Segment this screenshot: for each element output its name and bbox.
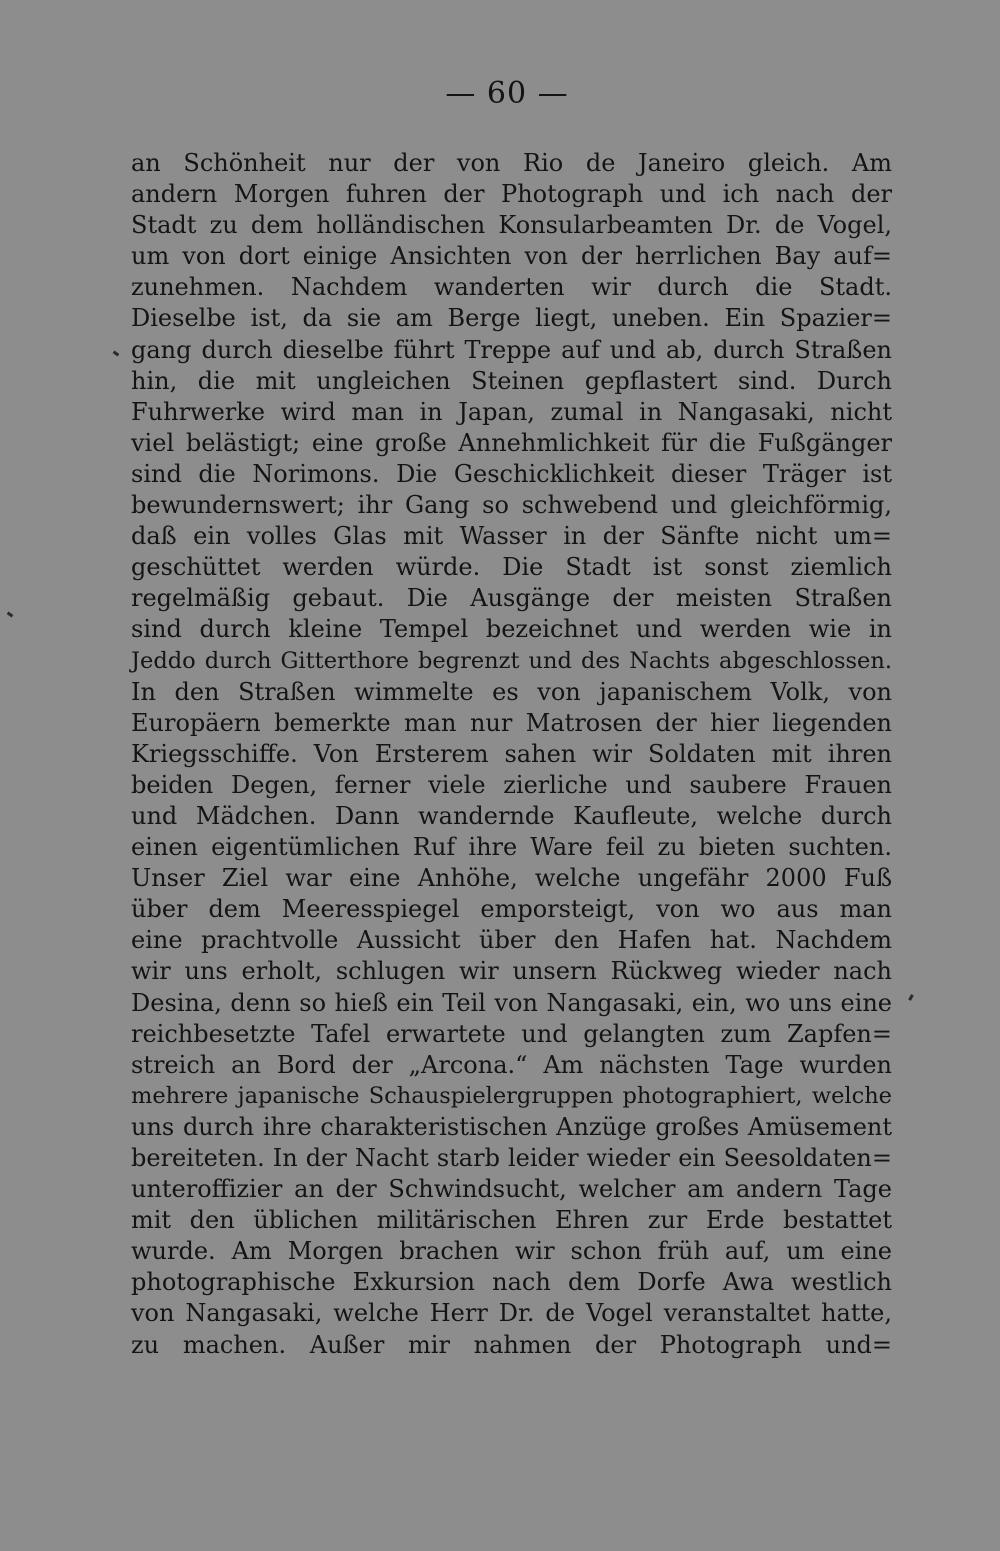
text-line: Unser Ziel war eine Anhöhe, welche ungefähr 2000 Fuß: [131, 864, 892, 893]
text-line: Jeddo durch Gitterthore begrenzt und des Nachts abgeschlossen.: [131, 647, 892, 674]
text-line: Desina, denn so hieß ein Teil von Nangasaki, ein, wo uns eine: [131, 988, 892, 1017]
text-line: einen eigentümlichen Ruf ihre Ware feil zu bieten suchten.: [131, 833, 892, 862]
text-line: bewundernswert; ihr Gang so schwebend und gleichförmig,: [131, 491, 892, 520]
text-line: andern Morgen fuhren der Photograph und ich nach der: [131, 180, 892, 209]
text-line: geschüttet werden würde. Die Stadt ist sonst ziemlich: [131, 553, 892, 582]
text-line: hin, die mit ungleichen Steinen gepflastert sind. Durch: [131, 366, 892, 395]
text-line: regelmäßig gebaut. Die Ausgänge der meisten Straßen: [131, 584, 892, 613]
text-line: sind die Norimons. Die Geschicklichkeit dieser Träger ist: [131, 459, 892, 488]
text-line: reichbesetzte Tafel erwartete und gelangten zum Zapfen=: [131, 1019, 892, 1048]
text-line: beiden Degen, ferner viele zierliche und saubere Frauen: [131, 770, 892, 799]
text-line: Europäern bemerkte man nur Matrosen der hier liegenden: [131, 708, 892, 737]
page-number: — 60 —: [445, 76, 569, 111]
speck-mark: [7, 612, 14, 618]
text-line: gang durch dieselbe führt Treppe auf und ab, durch Straßen: [131, 335, 892, 364]
text-line: zu machen. Außer mir nahmen der Photograph und=: [131, 1330, 892, 1359]
body-text: [131, 148, 892, 1361]
text-line: Fuhrwerke wird man in Japan, zumal in Nangasaki, nicht: [131, 397, 892, 426]
text-line: an Schönheit nur der von Rio de Janeiro gleich. Am: [131, 149, 892, 177]
text-line: mit den üblichen militärischen Ehren zur Erde bestattet: [131, 1206, 892, 1235]
text-line: wurde. Am Morgen brachen wir schon früh auf, um eine: [131, 1237, 892, 1266]
text-line: Kriegsschiffe. Von Ersterem sahen wir Soldaten mit ihren: [131, 739, 892, 768]
text-line: viel belästigt; eine große Annehmlichkeit für die Fußgänger: [131, 428, 892, 457]
text-line: bereiteten. In der Nacht starb leider wieder ein Seesoldaten=: [131, 1144, 892, 1172]
text-line: In den Straßen wimmelte es von japanischem Volk, von: [131, 677, 892, 706]
text-line: unteroffizier an der Schwindsucht, welcher am andern Tage: [131, 1175, 892, 1204]
text-line: eine prachtvolle Aussicht über den Hafen hat. Nachdem: [131, 926, 892, 955]
text-line: Dieselbe ist, da sie am Berge liegt, uneben. Ein Spazier=: [131, 304, 892, 333]
text-line: daß ein volles Glas mit Wasser in der Sänfte nicht um=: [131, 522, 892, 551]
text-line: und Mädchen. Dann wandernde Kaufleute, welche durch: [131, 801, 892, 830]
speck-mark: [908, 994, 914, 1001]
text-line: photographische Exkursion nach dem Dorfe Awa westlich: [131, 1268, 892, 1297]
text-line: über dem Meeresspiegel emporsteigt, von wo aus man: [131, 895, 892, 924]
text-line: um von dort einige Ansichten von der herrlichen Bay auf=: [131, 242, 892, 271]
text-line: sind durch kleine Tempel bezeichnet und werden wie in: [131, 615, 892, 644]
text-line: streich an Bord der „Arcona.“ Am nächsten Tage wurden: [131, 1050, 892, 1079]
text-line: wir uns erholt, schlugen wir unsern Rückweg wieder nach: [131, 957, 892, 986]
text-line: zunehmen. Nachdem wanderten wir durch die Stadt.: [131, 273, 892, 302]
text-line: mehrere japanische Schauspielergruppen photographiert, welche: [131, 1082, 892, 1109]
speck-mark: [113, 351, 120, 357]
text-line: von Nangasaki, welche Herr Dr. de Vogel veranstaltet hatte,: [131, 1299, 892, 1328]
text-line: Stadt zu dem holländischen Konsularbeamten Dr. de Vogel,: [131, 211, 892, 240]
text-line: uns durch ihre charakteristischen Anzüge großes Amüsement: [131, 1112, 892, 1141]
